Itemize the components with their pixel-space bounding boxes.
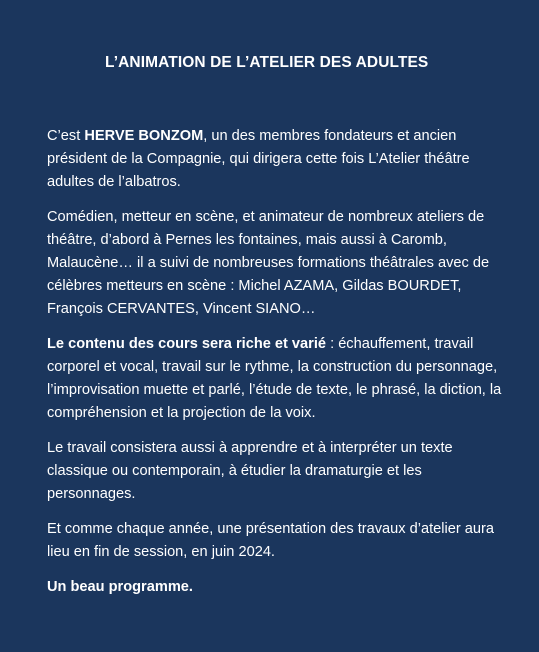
paragraph-work-text: Le travail consistera aussi à apprendre et à interpréter un texte classique ou contemporain, à étudier la dramaturgie et les personnages. <box>47 440 453 502</box>
paragraph-intro-lead: C’est <box>47 128 85 144</box>
paragraph-presentation <box>47 518 513 564</box>
paragraph-content <box>47 333 513 425</box>
paragraph-intro-name: HERVE BONZOM <box>84 128 204 144</box>
paragraph-closing-text: Un beau programme. <box>47 579 193 595</box>
paragraph-background-text: Comédien, metteur en scène, et animateur de nombreux ateliers de théâtre, d’abord à Pernes les fontaines, mais aussi à Caromb, Malaucène… il a suivi de nombreuses formations théâtrales avec de célèbres metteurs en scène : Michel AZAMA, Gildas BOURDET, François CERVANTES, Vincent SIANO… <box>47 209 490 317</box>
document-title: L’ANIMATION DE L’ATELIER DES ADULTES <box>105 54 429 71</box>
paragraph-intro-text: , un des membres fondateurs et ancien président de la Compagnie, qui dirigera cette fois L’Atelier théâtre adultes de l’albatros. <box>47 128 470 190</box>
paragraph-intro <box>47 125 513 194</box>
paragraph-presentation-text: Et comme chaque année, une présentation des travaux d’atelier aura lieu en fin de session, en juin 2024. <box>47 521 495 560</box>
paragraph-work <box>47 437 513 506</box>
paragraph-content-text: : échauffement, travail corporel et vocal, travail sur le rythme, la construction du personnage, l’improvisation muette et parlé, l’étude de texte, le phrasé, la diction, la compréhension et la projection de la voix. <box>47 336 502 421</box>
paragraph-content-lead: Le contenu des cours sera riche et varié <box>47 336 327 352</box>
paragraph-background <box>47 206 513 321</box>
paragraph-closing <box>47 576 513 599</box>
